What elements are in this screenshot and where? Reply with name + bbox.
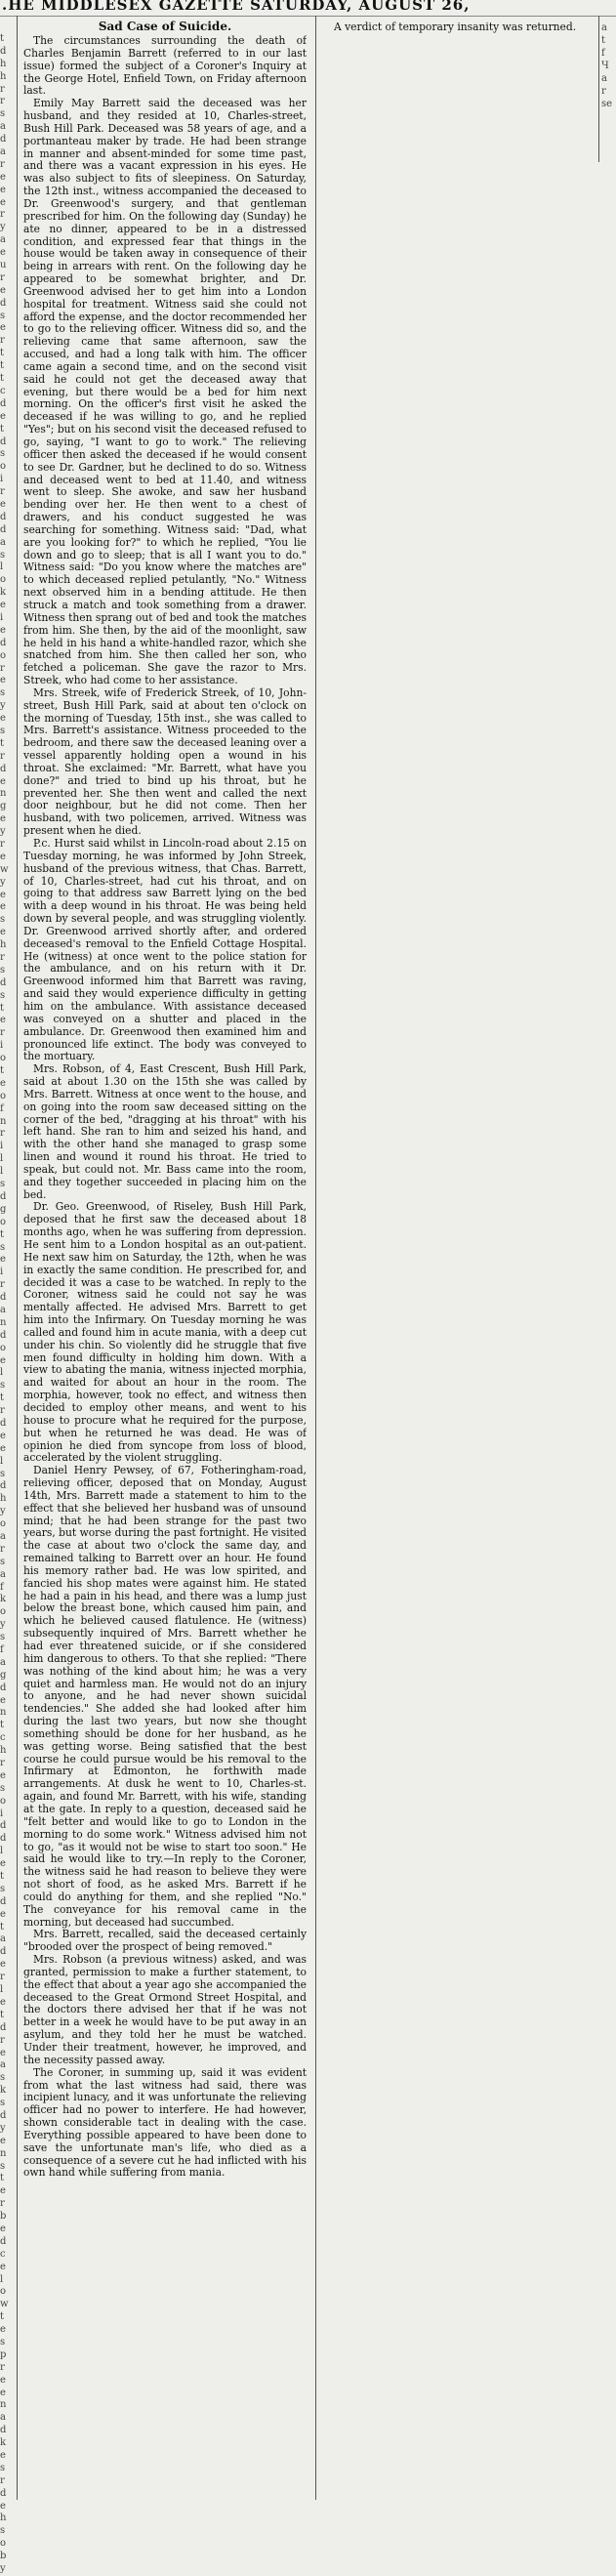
margin-fragment: n xyxy=(0,1316,7,1328)
margin-fragment: k xyxy=(0,587,7,599)
margin-fragment: e xyxy=(0,2135,6,2146)
margin-fragment: e xyxy=(0,2223,6,2234)
margin-fragment: e xyxy=(0,1996,6,2008)
margin-fragment: r xyxy=(0,2034,5,2046)
margin-fragment: e xyxy=(0,1959,6,1971)
margin-fragment: i xyxy=(0,1807,4,1819)
margin-fragment: e xyxy=(0,1908,6,1920)
margin-fragment: o xyxy=(0,2286,7,2298)
margin-fragment: i xyxy=(0,1267,4,1278)
margin-fragment: o xyxy=(0,461,7,473)
margin-fragment: k xyxy=(0,2085,7,2097)
margin-fragment: a xyxy=(0,1568,6,1580)
article-paragraph: Emily May Barrett said the deceased was her husband, and they resided at 10, Charles-street, Bush Hill Park. Deceased was 58 years of age, and a portmanteau maker by trade. He had been strange in manner and absent-minded for some time past, and there was a vacant expression in his eyes. He was also subject to fits of sleepiness. On Saturday, the 12th inst., witness accompanied the deceased to Dr. Greenwood's surgery, and that gentleman prescribed for him. On the following day (Sunday) he ate no dinner, appeared to be in a distressed condition, and expressed fear that things in the house would be taken away in consequence of their being in arrears with rent. On the following day he appeared to be somewhat brighter, and Dr. Greenwood advised her to get him into a London hospital for treatment. Witness said she could not afford the expense, and the doctor recommended her to go to the relieving officer. Witness did so, and the relieving came that same afternoon, saw the accused, and had a long talk with him. The officer came again a second time, and on the second visit said he could not get the deceased away that evening, but there would be a bed for him next morning. On the officer's first visit he asked the deceased if he was willing to go, and he replied "Yes"; but on his second visit the deceased refused to go, saying, "I want to go to work." The relieving officer then asked the deceased if he would consent to see Dr. Gardner, but he declined to do so. Witness and deceased went to bed at 11.40, and witness went to sleep. She awoke, and saw her husband bending over her. He then went to a chest of drawers, and his conduct suggested he was searching for something. Witness said: "Dad, what are you looking for?" to which he replied, "You lie down and go to sleep; that is all I want you to do." Witness said: "Do you know where the matches are" to which deceased replied petulantly, "No." Witness next observed him in a bending attitude. He then struck a match and took something from a drawer. Witness then sprang out of bed and took the matches from him. She then, by the aid of the moonlight, saw he held in his hand a white-handled razor, which she snatched from him. She then called her son, who fetched a policeman. She gave the razor to Mrs. Streek, who had come to her assistance. xyxy=(23,97,307,687)
margin-fragment: e xyxy=(0,171,6,183)
margin-fragment: c xyxy=(0,1732,6,1744)
margin-fragment: e xyxy=(0,2450,6,2461)
margin-fragment: c xyxy=(0,385,6,396)
margin-fragment: r xyxy=(0,83,5,95)
margin-fragment: d xyxy=(0,511,7,522)
margin-fragment: t xyxy=(0,1871,5,1883)
margin-fragment: e xyxy=(0,851,6,862)
margin-fragment: o xyxy=(0,1216,7,1227)
margin-fragment: e xyxy=(0,775,6,787)
margin-fragment: y xyxy=(0,876,6,888)
margin-fragment: l xyxy=(0,1166,4,1178)
margin-fragment: s xyxy=(0,2525,6,2537)
margin-fragment: t xyxy=(0,1002,5,1014)
margin-fragment: s xyxy=(0,964,6,976)
margin-fragment: e xyxy=(0,1858,6,1870)
margin-fragment: r xyxy=(0,2361,5,2373)
margin-fragment: s xyxy=(0,2336,6,2347)
margin-fragment: s xyxy=(0,2098,6,2109)
margin-fragment: e xyxy=(0,2374,6,2386)
margin-fragment: e xyxy=(0,247,6,259)
margin-fragment: e xyxy=(0,2185,6,2197)
margin-fragment: d xyxy=(0,1417,7,1429)
margin-fragment: i xyxy=(0,474,4,485)
margin-fragment: e xyxy=(0,624,6,636)
column-rule-left xyxy=(17,16,18,2500)
article-paragraph: Mrs. Streek, wife of Frederick Streek, of 10, John-street, Bush Hill Park, said at about ten o'clock on the morning of Tuesday, 15th inst., she was called to Mrs. Barrett's assistance. Witness proceeded to the bedroom, and there saw the deceased leaning over a vessel apparently holding open a wound in his throat. She exclaimed: "Mr. Barrett, what have you done?" and tried to bind up his throat, but he prevented her. She then went and called the next door neighbour, but he did not come. Then her husband, with two policemen, arrived. Witness was present when he died. xyxy=(23,686,307,838)
masthead-text: .HE MIDDLESEX GAZETTE SATURDAY, AUGUST 26, xyxy=(2,0,471,14)
margin-fragment: d xyxy=(0,523,7,535)
margin-fragment: a xyxy=(0,146,6,158)
article-paragraph: The Coroner, in summing up, said it was evident from what the last witness had said, there was incipient lunacy, and it was unfortunate the relieving officer had no power to interfere. He had however, shown considerable tact in dealing with the case. Everything possible appeared to have been done to save the unfortunate man's life, who died as a consequence of a severe cut he had inflicted with his own hand while suffering from mania. xyxy=(23,2065,307,2180)
column-rule-center xyxy=(315,16,316,2500)
article-headline: Sad Case of Suicide. xyxy=(98,20,232,33)
margin-fragment: o xyxy=(0,1795,7,1807)
margin-fragment: o xyxy=(0,1342,7,1353)
margin-fragment: h xyxy=(0,70,7,82)
margin-fragment: a xyxy=(0,1304,6,1315)
margin-fragment: e xyxy=(0,1430,6,1441)
margin-fragment: r xyxy=(0,750,5,762)
masthead-rule xyxy=(0,16,616,17)
margin-fragment: r xyxy=(0,96,5,107)
margin-fragment: s xyxy=(0,1179,6,1190)
margin-fragment: i xyxy=(0,611,4,623)
margin-fragment: r xyxy=(0,1405,5,1417)
margin-fragment: t xyxy=(601,35,606,46)
margin-fragment: e xyxy=(0,1354,6,1366)
margin-fragment: n xyxy=(0,2399,7,2411)
margin-fragment: t xyxy=(0,423,5,435)
margin-fragment: e xyxy=(0,1077,6,1089)
margin-fragment: s xyxy=(0,914,6,926)
margin-fragment: r xyxy=(0,1758,5,1769)
margin-fragment: se xyxy=(601,99,613,109)
margin-fragment: r xyxy=(0,2198,5,2210)
margin-fragment: d xyxy=(0,1480,7,1492)
margin-fragment: i xyxy=(0,1141,4,1152)
margin-fragment: f xyxy=(601,48,605,59)
column-rule-right xyxy=(598,16,599,162)
margin-fragment: l xyxy=(0,1367,4,1379)
margin-fragment: r xyxy=(0,1972,5,1983)
margin-fragment: o xyxy=(0,1053,7,1064)
article-paragraph: Mrs. Robson (a previous witness) asked, and was granted, permission to make a further statement, to the effect that about a year ago she accompanied the deceased to the Great Ormond Street Hospital, and the doctors there advised her that if he was not better in a week he would have to be put away in an asylum, and they told her he must be watched. Under their treatment, however, he improved, and the necessity passed away. xyxy=(23,1953,307,2066)
margin-fragment: o xyxy=(0,574,7,586)
margin-fragment: s xyxy=(0,1556,6,1567)
margin-fragment: t xyxy=(0,1720,5,1731)
article-paragraph: Mrs. Barrett, recalled, said the deceased certainly "brooded over the prospect of being removed." xyxy=(23,1928,307,1954)
margin-fragment: h xyxy=(0,2513,7,2524)
margin-fragment: i xyxy=(0,1040,4,1052)
margin-fragment: s xyxy=(0,725,6,736)
margin-fragment: k xyxy=(0,1594,7,1605)
margin-fragment: l xyxy=(0,1984,4,1996)
margin-fragment: e xyxy=(0,2261,6,2272)
margin-fragment: d xyxy=(0,1329,7,1341)
margin-fragment: a xyxy=(0,1656,6,1668)
margin-fragment: t xyxy=(0,360,5,372)
margin-fragment: s xyxy=(0,989,6,1001)
margin-fragment: r xyxy=(0,662,5,674)
margin-fragment: r xyxy=(0,271,5,283)
margin-fragment: l xyxy=(0,1455,4,1467)
margin-fragment: e xyxy=(0,713,6,725)
margin-fragment: f xyxy=(0,1102,4,1114)
margin-fragment: t xyxy=(0,2173,5,2184)
margin-fragment: g xyxy=(0,1669,7,1681)
margin-fragment: r xyxy=(0,335,5,347)
margin-fragment: s xyxy=(0,1632,6,1643)
margin-fragment: h xyxy=(0,939,7,951)
margin-fragment: u xyxy=(0,260,7,271)
margin-fragment: s xyxy=(0,2462,6,2473)
margin-fragment: r xyxy=(0,1128,5,1140)
margin-fragment: e xyxy=(0,1015,6,1026)
margin-fragment: e xyxy=(0,184,6,195)
margin-fragment: s xyxy=(0,549,6,561)
margin-fragment: e xyxy=(0,2324,6,2336)
margin-fragment: l xyxy=(0,561,4,573)
margin-fragment: r xyxy=(0,1279,5,1291)
margin-fragment: r xyxy=(0,2474,5,2486)
margin-fragment: d xyxy=(0,1946,7,1958)
margin-fragment: d xyxy=(0,637,7,648)
margin-fragment: n xyxy=(0,788,7,800)
margin-fragment: w xyxy=(0,863,9,875)
article-paragraph-verdict: A verdict of temporary insanity was returned. xyxy=(334,21,577,33)
margin-fragment: s xyxy=(0,310,6,321)
margin-fragment: h xyxy=(0,58,7,69)
margin-fragment: d xyxy=(0,134,7,145)
margin-fragment: s xyxy=(0,2160,6,2172)
article-paragraph: Daniel Henry Pewsey, of 67, Fotheringham-road, relieving officer, deposed that on Monday, August 14th, Mrs. Barrett made a statement to him to the effect that she believed her husband was of unsound mind; that he had been strange for the past two years, but worse during the past fortnight. He visited the case at about two o'clock the same day, and remained talking to Barrett over an hour. He found his memory rather bad. He was low spirited, and fancied his shop mates were against him. He stated he had a pain in his head, and there was a lump just below the breast bone, which caused him pain, and which he believed caused flatulence. He (witness) subsequently inquired of Mrs. Barrett whether he had ever threatened suicide, or if she considered him dangerous to others. To that she replied: "There was nothing of the kind about him; he was a very quiet and harmless man. He would not do an injury to anyone, and he had never shown suicidal tendencies." She added she had looked after him during the last two years, but now she thought something should be done for her husband, as he was getting worse. Being satisfied that the best course he could pursue would be his removal to the Infirmary at Edmonton, he forthwith made arrangements. At dusk he went to 10, Charles-st. again, and found Mr. Barrett, with his wife, standing at the gate. In reply to a question, deceased said he "felt better and would like to go to London in the morning to do some work." Witness advised him not to go, "as it would not be wise to start too soon." He said he would like to try.—In reply to the Coroner, the witness said he had reason to believe they were not short of food, as he asked Mrs. Barrett if he could do anything for them, and she replied "No." The conveyance for his removal came in the morning, but deceased had succumbed. xyxy=(23,1464,307,1929)
margin-fragment: e xyxy=(0,901,6,913)
margin-fragment: t xyxy=(0,348,5,359)
margin-fragment: r xyxy=(0,1543,5,1555)
margin-fragment: c xyxy=(0,2248,6,2260)
article-paragraph: P.c. Hurst said whilst in Lincoln-road about 2.15 on Tuesday morning, he was informed by John Streek, husband of the previous witness, that Chas. Barrett, of 10, Charles-street, had cut his throat, and on going to that address saw Barrett lying on the bed with a deep wound in his throat. He was being held down by several people, and was struggling violently. Dr. Greenwood arrived shortly after, and ordered deceased's removal to the Enfield Cottage Hospital. He (witness) at once went to the police station for the ambulance, and on his return with it Dr. Greenwood informed him that Barrett was raving, and said they would experience difficulty in getting him on the ambulance. With assistance deceased was conveyed on a shutter and placed in the ambulance. Dr. Greenwood then examined him and pronounced life extinct. The body was conveyed to the mortuary. xyxy=(23,837,307,1063)
margin-fragment: d xyxy=(0,1682,7,1693)
margin-fragment: e xyxy=(0,498,6,510)
margin-fragment: w xyxy=(0,2299,9,2310)
margin-fragment: h xyxy=(0,1493,7,1505)
margin-fragment: r xyxy=(0,486,5,498)
margin-fragment: p xyxy=(0,2348,7,2360)
margin-fragment: d xyxy=(0,763,7,774)
margin-fragment: n xyxy=(0,2147,7,2159)
margin-fragment: s xyxy=(0,1883,6,1894)
margin-fragment: Ч xyxy=(601,61,609,71)
margin-fragment: d xyxy=(0,976,7,988)
margin-fragment: o xyxy=(0,649,7,661)
margin-fragment: d xyxy=(0,2425,7,2436)
margin-fragment: t xyxy=(0,373,5,385)
margin-fragment: t xyxy=(0,1065,5,1077)
margin-fragment: y xyxy=(0,2122,6,2134)
margin-fragment: d xyxy=(0,2109,7,2121)
margin-fragment: s xyxy=(0,1241,6,1253)
margin-fragment: t xyxy=(0,1228,5,1240)
margin-fragment: a xyxy=(0,121,6,133)
newspaper-masthead xyxy=(0,0,616,16)
right-margin-fragments xyxy=(601,21,616,110)
margin-fragment: e xyxy=(0,813,6,825)
margin-fragment: y xyxy=(0,1619,6,1631)
margin-fragment: d xyxy=(0,2487,7,2499)
margin-fragment: l xyxy=(0,1846,4,1857)
margin-fragment: s xyxy=(0,1380,6,1392)
margin-fragment: d xyxy=(0,1190,7,1202)
margin-fragment: e xyxy=(0,322,6,334)
margin-fragment: b xyxy=(0,2211,7,2223)
margin-fragment: s xyxy=(0,1468,6,1479)
margin-fragment: g xyxy=(0,1203,7,1215)
margin-fragment: f xyxy=(0,1644,4,1655)
margin-fragment: d xyxy=(0,1833,7,1845)
margin-fragment: e xyxy=(0,196,6,208)
margin-fragment: r xyxy=(0,209,5,221)
margin-fragment: e xyxy=(0,600,6,611)
margin-fragment: g xyxy=(0,801,7,812)
margin-fragment: r xyxy=(601,86,606,97)
margin-fragment: e xyxy=(0,2387,6,2398)
margin-fragment: e xyxy=(0,410,6,422)
margin-fragment: r xyxy=(0,158,5,170)
margin-fragment: e xyxy=(0,675,6,686)
article-paragraph: Dr. Geo. Greenwood, of Riseley, Bush Hill Park, deposed that he first saw the deceased about 18 months ago, when he was suffering from depression. He sent him to a London hospital as an out-patient. He next saw him on Saturday, the 12th, when he was in exactly the same condition. He prescribed for, and decided it was a case to be watched. In reply to the Coroner, witness said he could not say he was mentally affected. He advised Mrs. Barrett to get him into the Infirmary. On Tuesday morning he was called and found him in acute mania, with a deep cut under his chin. So violently did he struggle that five men found difficulty in holding him down. With a view to abating the mania, witness injected morphia, and waited for about an hour in the room. The morphia, however, took no effect, and witness then decided to employ other means, and went to his house to procure what he required for the purpose, but when he returned he was dead. He was of opinion he died from syncope from loss of blood, accelerated by the violent struggling. xyxy=(23,1200,307,1465)
margin-fragment: d xyxy=(0,436,7,447)
article-paragraph: Mrs. Robson, of 4, East Crescent, Bush Hill Park, said at about 1.30 on the 15th she was called by Mrs. Barrett. Witness at once went to the house, and on going into the room saw deceased sitting on the corner of the bed, "dragging at his throat" with his left hand. She ran to him and seized his hand, and with the other hand she managed to grasp some linen and wound it round his throat. He tried to speak, but could not. Mr. Bass came into the room, and they together succeeded in placing him on the bed. xyxy=(23,1062,307,1201)
margin-fragment: s xyxy=(0,1782,6,1794)
article-paragraph: The circumstances surrounding the death of Charles Benjamin Barrett (referred to in our last issue) formed the subject of a Coroner's Inquiry at the George Hotel, Enfield Town, on Friday afternoon last. xyxy=(23,35,307,98)
margin-fragment: a xyxy=(0,536,6,548)
margin-fragment: y xyxy=(0,826,6,838)
margin-fragment: r xyxy=(0,952,5,964)
margin-fragment: e xyxy=(0,1442,6,1454)
margin-fragment: a xyxy=(0,1530,6,1542)
margin-fragment: o xyxy=(0,2538,7,2550)
margin-fragment: f xyxy=(0,1581,4,1593)
margin-fragment: o xyxy=(0,1606,7,1618)
margin-fragment: n xyxy=(0,1115,7,1127)
margin-fragment: e xyxy=(0,2047,6,2058)
margin-fragment: t xyxy=(0,33,5,44)
margin-fragment: n xyxy=(0,1707,7,1719)
margin-fragment: e xyxy=(0,889,6,900)
margin-fragment: e xyxy=(0,1694,6,1706)
margin-fragment: h xyxy=(0,1745,7,1757)
margin-fragment: s xyxy=(0,687,6,699)
margin-fragment: a xyxy=(0,2412,6,2424)
margin-fragment: r xyxy=(0,839,5,850)
margin-fragment: a xyxy=(0,234,6,246)
margin-fragment: d xyxy=(0,2021,7,2033)
margin-fragment: y xyxy=(0,222,6,233)
margin-fragment: y xyxy=(0,2563,6,2575)
margin-fragment: t xyxy=(0,2009,5,2020)
margin-fragment: t xyxy=(0,2311,5,2323)
margin-fragment: e xyxy=(0,2500,6,2512)
margin-fragment: o xyxy=(0,1518,7,1530)
margin-fragment: d xyxy=(0,397,7,409)
margin-fragment: t xyxy=(0,737,5,749)
margin-fragment: d xyxy=(0,45,7,57)
margin-fragment: e xyxy=(0,1769,6,1781)
margin-fragment: y xyxy=(0,700,6,712)
margin-fragment: e xyxy=(0,284,6,296)
margin-fragment: o xyxy=(0,1090,7,1101)
margin-fragment: b xyxy=(0,2551,7,2562)
margin-fragment: e xyxy=(0,927,6,938)
margin-fragment: t xyxy=(0,1921,5,1932)
margin-fragment: l xyxy=(0,1153,4,1165)
margin-fragment: s xyxy=(0,2072,6,2084)
article-column-continued xyxy=(324,21,582,139)
margin-fragment: e xyxy=(0,1254,6,1266)
margin-fragment: d xyxy=(0,1292,7,1304)
margin-fragment: y xyxy=(0,1506,6,1517)
article-column-main xyxy=(23,35,307,2496)
margin-fragment: l xyxy=(0,2273,4,2285)
margin-fragment: r xyxy=(0,1027,5,1039)
margin-fragment: a xyxy=(0,1933,6,1945)
margin-fragment: t xyxy=(0,1392,5,1404)
margin-fragment: d xyxy=(0,1895,7,1907)
left-margin-fragments xyxy=(0,33,12,2576)
margin-fragment: a xyxy=(0,2059,6,2071)
margin-fragment: a xyxy=(601,22,607,33)
margin-fragment: d xyxy=(0,297,7,309)
margin-fragment: d xyxy=(0,1820,7,1832)
margin-fragment: d xyxy=(0,2235,7,2247)
margin-fragment: a xyxy=(601,73,607,84)
margin-fragment: k xyxy=(0,2437,7,2449)
margin-fragment: s xyxy=(0,448,6,460)
margin-fragment: s xyxy=(0,108,6,120)
